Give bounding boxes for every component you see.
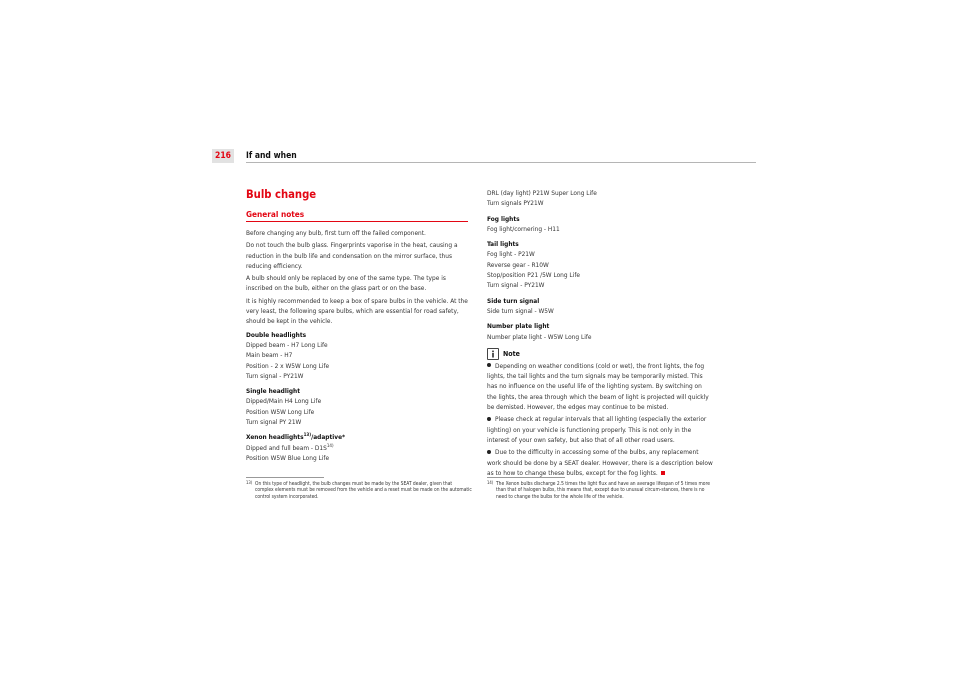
list-item: Dipped/Main H4 Long Life (246, 397, 322, 406)
paragraph: Before changing any bulb, first turn off the failed component. (246, 229, 426, 237)
note-bullet (487, 414, 713, 445)
footnote-ref: 13) (303, 433, 312, 439)
footnote (487, 480, 713, 504)
footnote-number: 14) (487, 480, 494, 485)
list-item: Main beam - H7 (246, 351, 293, 360)
list-heading: Single headlight (246, 387, 300, 396)
list-heading: Number plate light (487, 322, 550, 331)
bulb-list (487, 188, 713, 209)
list-item: Turn signal - PY21W (487, 281, 545, 290)
list-item-text: Dipped and full beam - D1S (246, 443, 327, 452)
section-subheading: General notes (246, 209, 305, 219)
list-item: Fog light/cornering - H11 (487, 224, 560, 233)
paragraph: It is highly recommended to keep a box of spare bulbs in the vehicle. At the very least, the following spare bulbs, which are essential for road safety, should be kept in the vehicle. (246, 296, 468, 326)
bullet-icon (487, 363, 491, 367)
list-item: Side turn signal - W5W (487, 306, 554, 315)
bulb-list (246, 396, 470, 427)
footnote-ref: 14) (326, 443, 334, 449)
info-icon (487, 348, 499, 360)
list-item: Position W5W Blue Long Life (246, 453, 330, 462)
bullet-icon (487, 450, 491, 454)
page-number: 216 (212, 149, 234, 163)
list-heading: Double headlights (246, 330, 307, 339)
bulb-list (487, 224, 713, 234)
list-item: DRL (day light) P21W Super Long Life (487, 189, 597, 197)
section-heading: Bulb change (246, 188, 317, 201)
list-heading: Fog lights (487, 214, 520, 223)
list-item: Turn signals PY21W (487, 199, 544, 208)
list-heading: Tail lights (487, 240, 519, 249)
bulb-list (246, 443, 470, 464)
bullet-icon (487, 417, 491, 421)
chapter-title: If and when (246, 151, 297, 161)
xenon-title-suffix: /adaptive* (311, 433, 346, 442)
right-column (487, 188, 713, 480)
note-text: Please check at regular intervals that all lighting (especially the exterior lighting) on your vehicle is functioning properly. This is not only in the interest of your own safety, but also that of all other road users. (487, 415, 707, 444)
bulb-list (487, 249, 713, 290)
list-item: Fog light - P21W (487, 250, 535, 259)
list-item: Position - 2 x W5W Long Life (246, 361, 330, 370)
footnote-rule (487, 477, 565, 478)
paragraph: Do not touch the bulb glass. Fingerprints vaporise in the heat, causing a reduction in the bulb life and condensation on the mirror surface, thus reducing efficiency. (246, 241, 458, 270)
list-item: Position W5W Long Life (246, 407, 315, 416)
list-item (246, 443, 470, 453)
list-item: Dipped beam - H7 Long Life (246, 340, 328, 349)
note-text: Due to the difficulty in accessing some of the bulbs, any replacement work should be done by a SEAT dealer. However, there is a description below as to how to change these bulbs, except for the fog lights. (487, 448, 713, 477)
bulb-list (487, 332, 713, 342)
list-heading (246, 432, 470, 442)
end-of-section-icon (661, 471, 665, 475)
bulb-list (246, 340, 470, 381)
list-item: Reverse gear - R10W (487, 260, 549, 269)
list-item: Turn signal - PY21W (246, 371, 304, 380)
list-item: Number plate light - W5W Long Life (487, 332, 592, 341)
list-heading: Side turn signal (487, 296, 540, 305)
bulb-list (487, 306, 713, 316)
footnote-rule (246, 477, 324, 478)
footnote-text: The Xenon bulbs discharge 2.5 times the light flux and have an average lifespan of 5 times more than that of halogen bulbs, this means that, except due to unusual circum-stances, there is no need to change the bulbs for the whole life of the vehicle. (496, 481, 710, 500)
footnote-number: 13) (246, 480, 253, 485)
note-text: Depending on weather conditions (cold or wet), the front lights, the fog lights, the tail lights and the turn signals may be temporarily misted. This has no influence on the useful life of the lighting system. By switching on the lights, the area through which the beam of light is projected will quickly be demisted. However, the edges may continue to be misted. (487, 361, 709, 412)
footnote-text: On this type of headlight, the bulb changes must be made by the SEAT dealer, given that complex elements must be removed from the vehicle and a reset must be made on the automatic control system incorporated. (255, 481, 472, 500)
list-item: Turn signal PY 21W (246, 418, 302, 427)
list-item: Stop/position P21 /5W Long Life (487, 271, 580, 280)
footnote (246, 480, 472, 504)
xenon-title: Xenon headlights (246, 433, 304, 442)
note-bullet (487, 447, 713, 478)
note-header (487, 348, 713, 360)
note-bullet (487, 361, 713, 412)
left-column (246, 188, 470, 463)
subheading-rule (246, 221, 468, 222)
note-label: Note (503, 349, 520, 358)
paragraph: A bulb should only be replaced by one of the same type. The type is inscribed on the bulb, either on the glass part or on the base. (246, 274, 446, 293)
header-divider (246, 162, 756, 163)
